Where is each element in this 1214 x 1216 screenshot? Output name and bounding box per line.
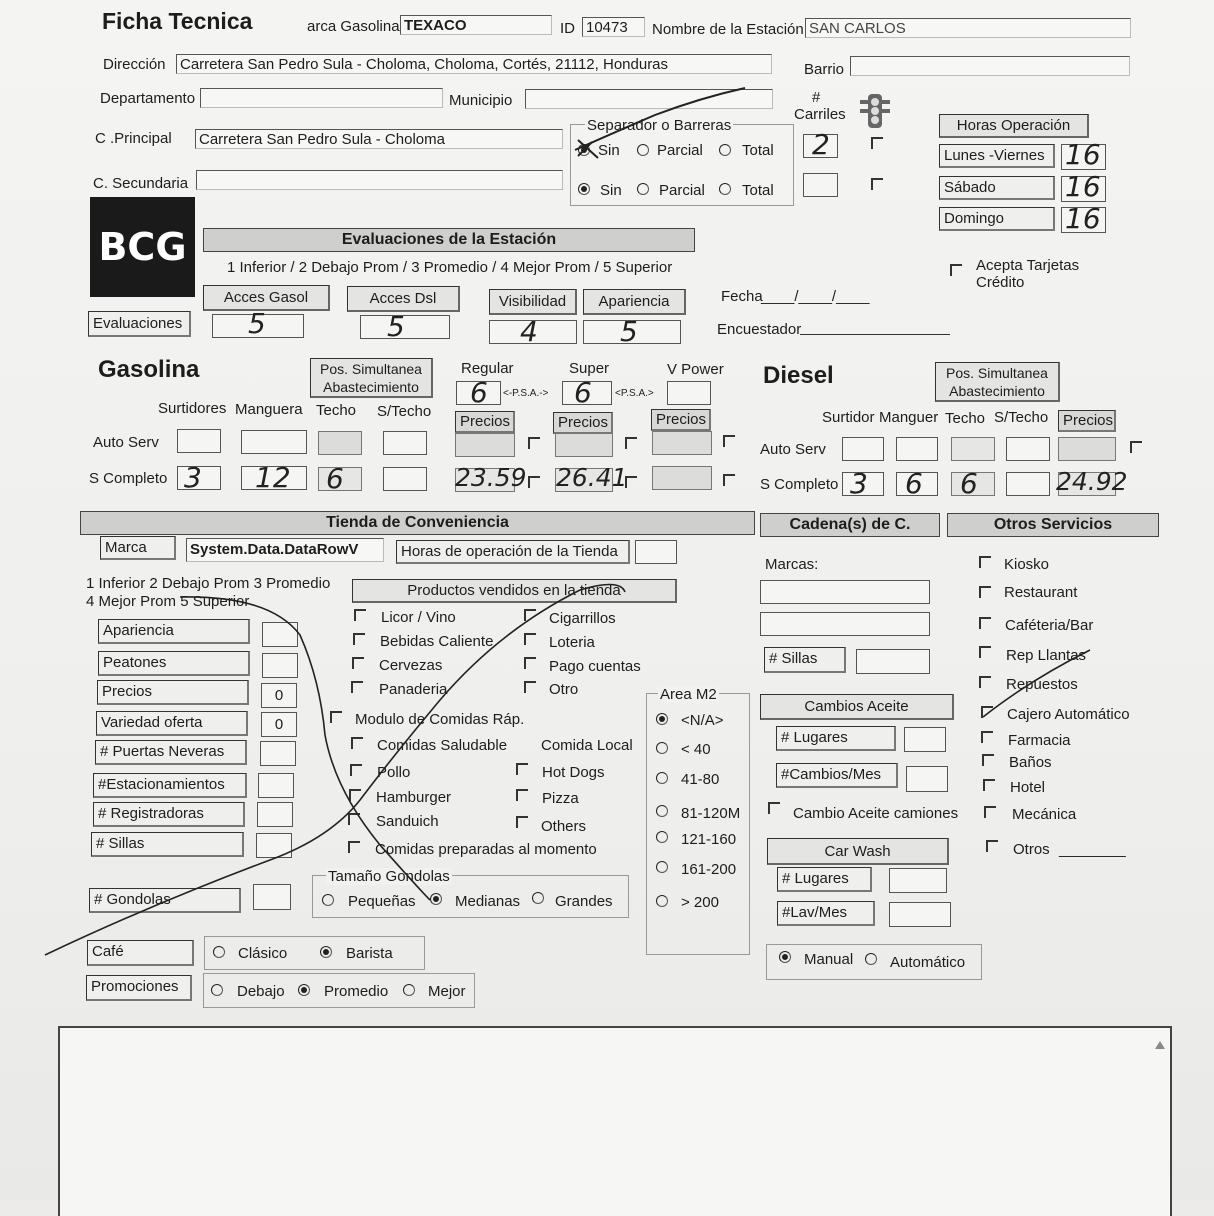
acces-dsl-value: 5 bbox=[387, 310, 405, 343]
cambio-camiones-label: Cambio Aceite camiones bbox=[793, 805, 959, 822]
comidas-saludable-checkbox[interactable] bbox=[351, 737, 363, 749]
area-121-160-radio[interactable] bbox=[656, 831, 668, 843]
tamano-gondolas-title: Tamaño Gondolas bbox=[328, 868, 450, 885]
page-title: Ficha Tecnica bbox=[102, 8, 253, 34]
fecha-value[interactable]: ____/____/____ bbox=[761, 288, 870, 305]
otros-checkbox[interactable] bbox=[986, 840, 998, 852]
municipio-field[interactable] bbox=[525, 89, 773, 109]
cafeteria-checkbox[interactable] bbox=[979, 617, 991, 629]
carwash-lav-label: #Lav/Mes bbox=[777, 901, 875, 926]
repuestos-label: Repuestos bbox=[1006, 676, 1078, 693]
productos-vendidos-button[interactable]: Productos vendidos en la tienda bbox=[352, 579, 677, 603]
separador1-sin-label: Sin bbox=[598, 142, 620, 159]
regular-label: Regular bbox=[461, 360, 514, 377]
area-na-label: <N/A> bbox=[681, 712, 724, 729]
modulo-comidas-label: Modulo de Comidas Ráp. bbox=[355, 711, 525, 728]
gas-sc-regular-checkbox[interactable] bbox=[528, 476, 540, 488]
marcas-field-1[interactable] bbox=[760, 580, 930, 604]
evaluaciones-header: Evaluaciones de la Estación bbox=[203, 228, 695, 252]
cajero-checkbox[interactable] bbox=[981, 706, 993, 718]
licor-label: Licor / Vino bbox=[381, 609, 456, 626]
cadena-sillas-field[interactable] bbox=[856, 649, 930, 674]
cambios-lugares-label: # Lugares bbox=[776, 726, 896, 751]
vpower-label: V Power bbox=[667, 361, 724, 378]
comentarios-textarea[interactable] bbox=[58, 1026, 1172, 1216]
carriles-field-2[interactable] bbox=[803, 173, 838, 197]
acepta-tarjetas-label: Acepta Tarjetas bbox=[976, 257, 1080, 274]
area-m2-group bbox=[646, 693, 750, 955]
tienda-row-registradoras-field[interactable] bbox=[257, 802, 293, 827]
banos-label: Baños bbox=[1009, 754, 1052, 771]
diesel-auto-serv-label: Auto Serv bbox=[760, 441, 826, 458]
otros-servicios-header: Otros Servicios bbox=[947, 513, 1159, 537]
cadena-sillas-label: # Sillas bbox=[764, 647, 846, 673]
tamano-pequenas-label: Pequeñas bbox=[348, 893, 416, 910]
diesel-title: Diesel bbox=[763, 362, 834, 389]
gas-as-precio-vpower[interactable] bbox=[652, 431, 712, 455]
tienda-row-peatones-label: Peatones bbox=[98, 651, 250, 676]
horas-domingo-label: Domingo bbox=[939, 207, 1055, 231]
tienda-marca-field[interactable]: System.Data.DataRowV bbox=[186, 538, 384, 562]
restaurant-checkbox[interactable] bbox=[979, 586, 991, 598]
promo-promedio-radio[interactable] bbox=[298, 984, 310, 996]
comidas-saludable-label: Comidas Saludable bbox=[377, 737, 508, 754]
cervezas-label: Cervezas bbox=[379, 657, 443, 674]
sanduich-label: Sanduich bbox=[376, 813, 439, 830]
carriles-hash-label: # bbox=[812, 89, 821, 106]
carwash-lugares-label: # Lugares bbox=[777, 867, 872, 892]
area-gt200-label: > 200 bbox=[681, 894, 719, 911]
tienda-row-variedad-field[interactable]: 0 bbox=[261, 712, 297, 737]
gas-sc-precio-vpower[interactable] bbox=[652, 466, 712, 490]
separador1-total-radio[interactable] bbox=[719, 144, 731, 156]
separador2-total-label: Total bbox=[742, 182, 774, 199]
horas-sabado-value: 16 bbox=[1065, 170, 1101, 203]
marca-gasolina-label: arca Gasolina bbox=[307, 18, 400, 35]
separador1-parcial-radio[interactable] bbox=[637, 144, 649, 156]
acces-dsl-button[interactable]: Acces Dsl bbox=[347, 286, 460, 312]
panaderia-label: Panaderia bbox=[379, 681, 448, 698]
licor-checkbox[interactable] bbox=[354, 609, 366, 621]
tienda-horas-label: Horas de operación de la Tienda bbox=[396, 540, 630, 564]
separador1-parcial-label: Parcial bbox=[657, 142, 703, 159]
acces-gasol-button[interactable]: Acces Gasol bbox=[203, 285, 330, 311]
precios-vpower-label: Precios bbox=[651, 409, 711, 431]
visibilidad-value: 4 bbox=[520, 315, 538, 348]
gas-col-techo: Techo bbox=[316, 402, 357, 419]
barrio-label: Barrio bbox=[804, 61, 845, 78]
separador1-total-label: Total bbox=[742, 142, 774, 159]
area-41-80-radio[interactable] bbox=[656, 772, 668, 784]
tienda-marca-label: Marca bbox=[100, 536, 176, 560]
gas-sc-surtidores-value: 3 bbox=[184, 461, 202, 494]
evaluaciones-scale: 1 Inferior / 2 Debajo Prom / 3 Promedio / 4 Mejor Prom / 5 Superior bbox=[227, 259, 673, 276]
diesel-sc-surtidor-value: 3 bbox=[850, 467, 868, 500]
gasolina-pos-line2: Abastecimiento bbox=[323, 379, 419, 395]
horas-operacion-button[interactable]: Horas Operación bbox=[939, 114, 1089, 138]
cprincipal-label: C .Principal bbox=[95, 130, 172, 147]
panaderia-checkbox[interactable] bbox=[351, 681, 363, 693]
carwash-manual-radio[interactable] bbox=[779, 951, 791, 963]
pollo-checkbox[interactable] bbox=[350, 764, 362, 776]
area-81-120-radio[interactable] bbox=[656, 805, 668, 817]
super-pos-value: 6 bbox=[574, 376, 592, 409]
cafe-label: Café bbox=[87, 940, 194, 966]
farmacia-checkbox[interactable] bbox=[981, 731, 993, 743]
cigarrillos-checkbox[interactable] bbox=[524, 609, 536, 621]
gas-auto-serv-label: Auto Serv bbox=[93, 434, 159, 451]
bebidas-label: Bebidas Caliente bbox=[380, 633, 494, 650]
loteria-label: Loteria bbox=[549, 634, 595, 651]
hotel-checkbox[interactable] bbox=[983, 779, 995, 791]
vpower-pos-field[interactable] bbox=[667, 381, 711, 405]
cambio-camiones-checkbox[interactable] bbox=[768, 802, 780, 814]
rep-llantas-checkbox[interactable] bbox=[979, 646, 991, 658]
carriles-checkbox-2[interactable] bbox=[871, 178, 883, 190]
others-label: Others bbox=[541, 818, 587, 835]
cafe-clasico-radio[interactable] bbox=[213, 946, 225, 958]
precios-super-label: Precios bbox=[553, 412, 613, 434]
promo-promedio-label: Promedio bbox=[324, 983, 389, 1000]
restaurant-label: Restaurant bbox=[1004, 584, 1078, 601]
precios-regular-label: Precios bbox=[455, 411, 515, 433]
direccion-label: Dirección bbox=[103, 56, 166, 73]
diesel-col-precios: Precios bbox=[1058, 410, 1116, 432]
mecanica-label: Mecánica bbox=[1012, 806, 1077, 823]
pollo-label: Pollo bbox=[377, 764, 411, 781]
separador2-parcial-radio[interactable] bbox=[637, 183, 649, 195]
rep-llantas-label: Rep Llantas bbox=[1006, 647, 1087, 664]
carriles-checkbox-1[interactable] bbox=[871, 137, 883, 149]
super-label: Super bbox=[569, 360, 610, 377]
cambios-lugares-field[interactable] bbox=[904, 727, 946, 752]
hotel-label: Hotel bbox=[1010, 779, 1046, 796]
gas-sc-super-price: 26.41 bbox=[556, 463, 628, 492]
diesel-col-stecho: S/Techo bbox=[994, 409, 1049, 426]
id-label: ID bbox=[560, 20, 575, 37]
departamento-label: Departamento bbox=[100, 90, 196, 107]
comida-local-label: Comida Local bbox=[541, 737, 633, 754]
apariencia-button[interactable]: Apariencia bbox=[583, 289, 686, 315]
cafe-barista-radio[interactable] bbox=[320, 946, 332, 958]
gondolas-field[interactable] bbox=[253, 884, 291, 910]
diesel-sc-techo-value: 6 bbox=[960, 467, 978, 500]
csecundaria-label: C. Secundaria bbox=[93, 175, 189, 192]
gas-as-techo[interactable] bbox=[318, 431, 362, 455]
diesel-as-precio[interactable] bbox=[1058, 437, 1116, 461]
diesel-col-techo: Techo bbox=[945, 410, 986, 427]
traffic-light-icon bbox=[858, 92, 892, 130]
carwash-lav-field[interactable] bbox=[889, 902, 951, 927]
gasolina-pos-line1: Pos. Simultanea bbox=[320, 361, 422, 377]
comidas-preparadas-label: Comidas preparadas al momento bbox=[375, 841, 597, 858]
carwash-lugares-field[interactable] bbox=[889, 868, 947, 893]
gondolas-label: # Gondolas bbox=[89, 888, 241, 913]
area-161-200-label: 161-200 bbox=[681, 861, 737, 878]
estacion-field[interactable]: SAN CARLOS bbox=[805, 18, 1131, 38]
tienda-row-puertas-label: # Puertas Neveras bbox=[95, 740, 247, 765]
gas-sc-techo-value: 6 bbox=[326, 462, 344, 495]
gas-sc-vpower-checkbox[interactable] bbox=[723, 474, 735, 486]
pago-cuentas-checkbox[interactable] bbox=[524, 657, 536, 669]
area-gt200-radio[interactable] bbox=[656, 895, 668, 907]
tamano-pequenas-radio[interactable] bbox=[322, 894, 334, 906]
acces-dsl-field[interactable] bbox=[360, 315, 450, 339]
tamano-grandes-label: Grandes bbox=[555, 893, 613, 910]
estacion-label: Nombre de la Estación bbox=[652, 21, 804, 38]
tienda-row-sillas-field[interactable] bbox=[256, 833, 292, 858]
cadena-header: Cadena(s) de C. bbox=[760, 513, 940, 537]
comidas-preparadas-checkbox[interactable] bbox=[348, 841, 360, 853]
diesel-sc-manguer-value: 6 bbox=[905, 467, 923, 500]
apariencia-value: 5 bbox=[620, 315, 638, 348]
kiosko-label: Kiosko bbox=[1004, 556, 1050, 573]
separador2-sin-radio[interactable] bbox=[578, 183, 590, 195]
fecha-label: Fecha bbox=[721, 288, 763, 305]
scroll-up-arrow-icon[interactable] bbox=[1154, 1040, 1166, 1050]
area-41-80-label: 41-80 bbox=[681, 771, 720, 788]
otro-checkbox[interactable] bbox=[524, 681, 536, 693]
tienda-header: Tienda de Conveniencia bbox=[80, 511, 755, 535]
gas-as-vpower-checkbox[interactable] bbox=[723, 435, 735, 447]
gas-sc-super-checkbox[interactable] bbox=[625, 476, 637, 488]
tienda-row-sillas-label: # Sillas bbox=[91, 832, 244, 857]
visibilidad-button[interactable]: Visibilidad bbox=[489, 289, 577, 315]
encuestador-label: Encuestador bbox=[717, 321, 802, 338]
diesel-sc-stecho[interactable] bbox=[1006, 472, 1050, 496]
cafeteria-label: Caféteria/Bar bbox=[1005, 617, 1094, 634]
diesel-col-surtidor: Surtidor bbox=[822, 409, 875, 426]
cigarrillos-label: Cigarrillos bbox=[549, 610, 616, 627]
encuestador-line[interactable] bbox=[800, 334, 950, 335]
diesel-pos-line1: Pos. Simultanea bbox=[946, 365, 1048, 381]
hot-dogs-label: Hot Dogs bbox=[542, 764, 605, 781]
cambios-mes-label: #Cambios/Mes bbox=[776, 763, 898, 788]
municipio-label: Municipio bbox=[449, 92, 513, 109]
promo-debajo-radio[interactable] bbox=[211, 984, 223, 996]
area-m2-title: Area M2 bbox=[660, 686, 717, 703]
gas-as-surtidores[interactable] bbox=[177, 429, 221, 453]
area-121-160-label: 121-160 bbox=[681, 831, 737, 848]
promo-mejor-radio[interactable] bbox=[403, 984, 415, 996]
marcas-label: Marcas: bbox=[765, 556, 819, 573]
diesel-col-manguer: Manguer bbox=[879, 409, 939, 426]
cervezas-checkbox[interactable] bbox=[352, 657, 364, 669]
separador-title: Separador o Barreras bbox=[587, 117, 732, 134]
cafe-clasico-label: Clásico bbox=[238, 945, 288, 962]
diesel-as-manguer[interactable] bbox=[896, 437, 938, 461]
gas-col-stecho: S/Techo bbox=[377, 403, 432, 420]
diesel-pos-line2: Abastecimiento bbox=[949, 383, 1045, 399]
farmacia-label: Farmacia bbox=[1008, 732, 1071, 749]
cambios-aceite-button[interactable]: Cambios Aceite bbox=[760, 694, 954, 720]
acepta-tarjetas-checkbox[interactable] bbox=[950, 264, 962, 276]
diesel-as-stecho[interactable] bbox=[1006, 437, 1050, 461]
horas-lunes-label: Lunes -Viernes bbox=[939, 144, 1055, 168]
diesel-as-surtidor[interactable] bbox=[842, 437, 884, 461]
otros-line[interactable]: ________ bbox=[1059, 841, 1126, 858]
diesel-sc-price: 24.92 bbox=[1056, 467, 1128, 496]
cprincipal-field[interactable]: Carretera San Pedro Sula - Choloma bbox=[195, 129, 563, 149]
tienda-row-variedad-label: Variedad oferta bbox=[96, 711, 248, 736]
loteria-checkbox[interactable] bbox=[524, 633, 536, 645]
gas-as-super-checkbox[interactable] bbox=[625, 437, 637, 449]
separador2-parcial-label: Parcial bbox=[659, 182, 705, 199]
tienda-row-apariencia-label: Apariencia bbox=[98, 619, 250, 644]
otros-label: Otros bbox=[1013, 841, 1050, 858]
marca-gasolina-field[interactable]: TEXACO bbox=[400, 15, 552, 35]
evaluaciones-label: Evaluaciones bbox=[88, 311, 191, 337]
cafe-barista-label: Barista bbox=[346, 945, 393, 962]
repuestos-checkbox[interactable] bbox=[979, 676, 991, 688]
hot-dogs-checkbox[interactable] bbox=[516, 763, 528, 775]
carwash-automatico-radio[interactable] bbox=[865, 953, 877, 965]
gas-as-manguera[interactable] bbox=[241, 430, 307, 454]
tienda-row-precios-label: Precios bbox=[97, 680, 249, 705]
area-161-200-radio[interactable] bbox=[656, 861, 668, 873]
direccion-field[interactable]: Carretera San Pedro Sula - Choloma, Choloma, Cortés, 21112, Honduras bbox=[176, 54, 772, 74]
others-checkbox[interactable] bbox=[516, 816, 528, 828]
tienda-scale-2: 4 Mejor Prom 5 Superior bbox=[86, 593, 250, 610]
promo-debajo-label: Debajo bbox=[237, 983, 285, 1000]
diesel-pos-simultanea-button[interactable] bbox=[935, 362, 1060, 402]
psa-label-1: <-P.S.A.-> bbox=[503, 388, 549, 399]
gasolina-title: Gasolina bbox=[98, 356, 200, 383]
diesel-s-completo-label: S Completo bbox=[760, 476, 839, 493]
horas-sabado-label: Sábado bbox=[939, 176, 1055, 200]
tienda-row-precios-field[interactable]: 0 bbox=[261, 683, 297, 708]
modulo-comidas-checkbox[interactable] bbox=[330, 711, 342, 723]
area-81-120-label: 81-120M bbox=[681, 805, 741, 822]
area-lt40-label: < 40 bbox=[681, 741, 711, 758]
departamento-field[interactable] bbox=[200, 88, 443, 108]
sanduich-checkbox[interactable] bbox=[348, 813, 360, 825]
diesel-as-techo[interactable] bbox=[951, 437, 995, 461]
regular-pos-value: 6 bbox=[470, 376, 488, 409]
promociones-label: Promociones bbox=[86, 975, 192, 1001]
pizza-checkbox[interactable] bbox=[516, 789, 528, 801]
gas-col-surtidores: Surtidores bbox=[158, 400, 227, 417]
gas-s-completo-label: S Completo bbox=[89, 470, 168, 487]
credito-label: Crédito bbox=[976, 274, 1025, 291]
tienda-row-apariencia-field[interactable] bbox=[262, 622, 298, 647]
kiosko-checkbox[interactable] bbox=[979, 556, 991, 568]
gasolina-pos-simultanea-button[interactable] bbox=[310, 358, 433, 398]
gas-sc-manguera-value: 12 bbox=[255, 461, 291, 494]
tamano-medianas-label: Medianas bbox=[455, 893, 521, 910]
area-lt40-radio[interactable] bbox=[656, 742, 668, 754]
id-field[interactable]: 10473 bbox=[582, 17, 645, 37]
separador2-sin-label: Sin bbox=[600, 182, 622, 199]
separador1-sin-radio[interactable] bbox=[578, 144, 590, 156]
tienda-row-peatones-field[interactable] bbox=[262, 653, 298, 678]
tienda-row-puertas-field[interactable] bbox=[260, 741, 296, 766]
hamburger-checkbox[interactable] bbox=[349, 789, 361, 801]
separador2-total-radio[interactable] bbox=[719, 183, 731, 195]
gas-as-regular-checkbox[interactable] bbox=[528, 437, 540, 449]
tienda-scale-1: 1 Inferior 2 Debajo Prom 3 Promedio bbox=[86, 575, 331, 592]
diesel-as-checkbox[interactable] bbox=[1130, 441, 1142, 453]
gas-sc-regular-price: 23.59 bbox=[455, 463, 527, 492]
cajero-label: Cajero Automático bbox=[1007, 706, 1130, 723]
car-wash-button[interactable]: Car Wash bbox=[767, 838, 949, 865]
gas-as-stecho[interactable] bbox=[383, 431, 427, 455]
carriles-value-1: 2 bbox=[812, 128, 830, 161]
tienda-row-estacionamientos-label: #Estacionamientos bbox=[93, 773, 247, 798]
banos-checkbox[interactable] bbox=[982, 754, 994, 766]
bebidas-checkbox[interactable] bbox=[353, 633, 365, 645]
pago-cuentas-label: Pago cuentas bbox=[549, 658, 641, 675]
tamano-grandes-radio[interactable] bbox=[532, 892, 544, 904]
promo-mejor-label: Mejor bbox=[428, 983, 466, 1000]
carwash-automatico-label: Automático bbox=[890, 954, 966, 971]
horas-domingo-value: 16 bbox=[1065, 202, 1101, 235]
gas-as-precio-regular[interactable] bbox=[455, 433, 515, 457]
acces-gasol-value: 5 bbox=[248, 307, 266, 340]
tienda-row-estacionamientos-field[interactable] bbox=[258, 773, 294, 798]
otro-label: Otro bbox=[549, 681, 579, 698]
tienda-row-registradoras-label: # Registradoras bbox=[93, 802, 245, 827]
tamano-medianas-radio[interactable] bbox=[430, 893, 442, 905]
bcg-logo: BCG bbox=[90, 197, 195, 297]
carriles-label: Carriles bbox=[794, 106, 846, 123]
marcas-field-2[interactable] bbox=[760, 612, 930, 636]
area-na-radio[interactable] bbox=[656, 713, 668, 725]
barrio-field[interactable] bbox=[850, 56, 1130, 76]
csecundaria-field[interactable] bbox=[196, 170, 563, 190]
gas-sc-stecho[interactable] bbox=[383, 467, 427, 491]
psa-label-2: <P.S.A.> bbox=[615, 388, 654, 399]
pizza-label: Pizza bbox=[542, 790, 579, 807]
mecanica-checkbox[interactable] bbox=[984, 806, 996, 818]
cambios-mes-field[interactable] bbox=[906, 766, 948, 792]
tienda-horas-field[interactable] bbox=[635, 540, 677, 564]
carwash-manual-label: Manual bbox=[804, 951, 854, 968]
gas-col-manguera: Manguera bbox=[235, 401, 303, 418]
gas-as-precio-super[interactable] bbox=[555, 433, 613, 457]
horas-lunes-value: 16 bbox=[1065, 138, 1101, 171]
hamburger-label: Hamburger bbox=[376, 789, 452, 806]
